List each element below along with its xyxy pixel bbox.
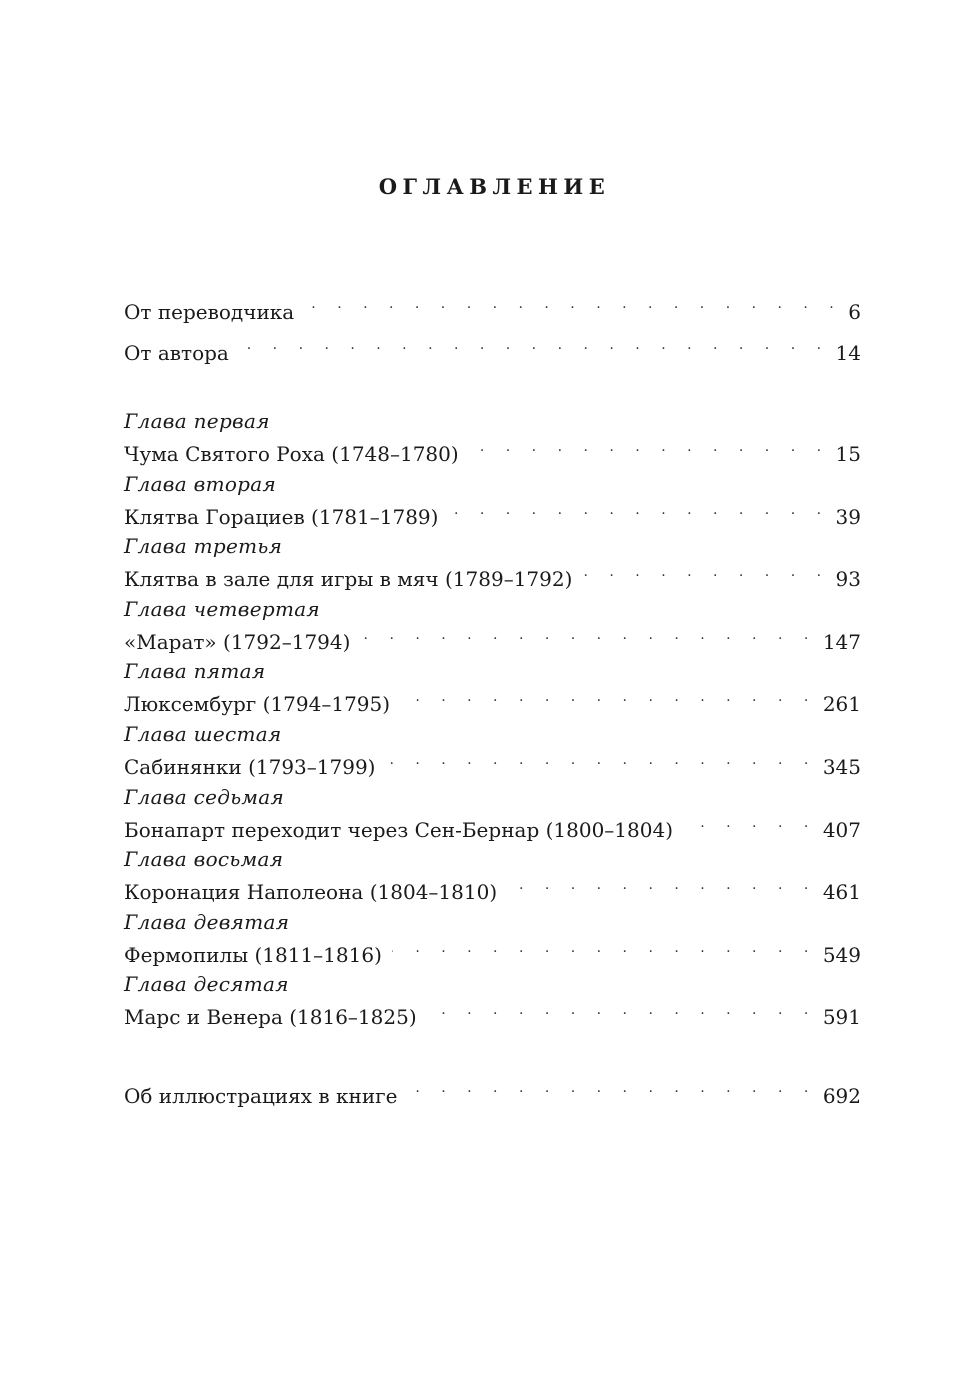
dot-leader xyxy=(448,496,829,524)
dot-leader xyxy=(360,621,816,649)
chapter-1[interactable] xyxy=(124,409,861,472)
entry-title: Коронация Наполеона (1804–1810) xyxy=(124,880,498,905)
chapter-entry xyxy=(124,809,861,842)
page-number: 407 xyxy=(822,817,861,842)
page-number: 692 xyxy=(822,1084,861,1108)
page-title: ОГЛАВЛЕНИЕ xyxy=(378,174,611,199)
chapter-label: Глава восьмая xyxy=(124,847,284,872)
toc-entry-illustrations[interactable] xyxy=(124,1073,861,1108)
chapter-7[interactable] xyxy=(124,785,861,848)
back-matter-list xyxy=(124,1073,861,1108)
entry-title: Об иллюстрациях в книге xyxy=(124,1084,398,1108)
toc-entry-author[interactable] xyxy=(124,330,861,365)
dot-leader xyxy=(392,934,817,962)
entry-title: От автора xyxy=(124,341,229,365)
chapter-6[interactable] xyxy=(124,722,861,785)
entry-title: Чума Святого Роха (1748–1780) xyxy=(124,442,459,466)
chapter-label: Глава третья xyxy=(124,534,283,559)
chapters-list xyxy=(124,409,861,1035)
page-number: 549 xyxy=(822,942,861,967)
chapter-9[interactable] xyxy=(124,910,861,973)
dot-leader xyxy=(507,871,817,899)
chapter-entry xyxy=(124,996,861,1030)
chapter-entry xyxy=(124,433,861,466)
page-number: 39 xyxy=(835,504,861,529)
chapter-entry xyxy=(124,934,861,967)
front-matter-list xyxy=(124,289,861,365)
chapter-label: Глава шестая xyxy=(124,721,282,746)
chapter-3[interactable] xyxy=(124,534,861,597)
chapter-4[interactable] xyxy=(124,597,861,660)
entry-title: Клятва в зале для игры в мяч (1789–1792) xyxy=(124,567,573,592)
dot-leader xyxy=(239,330,830,360)
chapter-2[interactable] xyxy=(124,472,861,535)
chapter-entry xyxy=(124,621,861,654)
chapter-label: Глава девятая xyxy=(124,909,290,934)
page-number: 14 xyxy=(835,341,861,365)
dot-leader xyxy=(469,433,830,461)
page-number: 345 xyxy=(822,754,861,779)
chapter-label: Глава первая xyxy=(124,409,270,433)
chapter-10[interactable] xyxy=(124,972,861,1035)
entry-title: От переводчика xyxy=(124,300,295,324)
chapter-label: Глава вторая xyxy=(124,471,277,496)
chapter-label: Глава пятая xyxy=(124,659,266,684)
page-number: 591 xyxy=(822,1005,861,1030)
dot-leader xyxy=(304,289,842,319)
chapter-5[interactable] xyxy=(124,659,861,722)
chapter-entry xyxy=(124,871,861,905)
page-number: 461 xyxy=(822,880,861,905)
chapter-label: Глава десятая xyxy=(124,972,289,997)
toc-entry-translator[interactable] xyxy=(124,289,861,324)
page-number: 261 xyxy=(822,692,861,717)
page-number: 147 xyxy=(822,629,861,654)
entry-title: Бонапарт переходит через Сен-Бернар (1800–1804) xyxy=(124,817,674,842)
page-number: 15 xyxy=(835,442,861,466)
chapter-entry xyxy=(124,558,861,592)
chapter-label: Глава седьмая xyxy=(124,784,285,809)
entry-title: Клятва Горациев (1781–1789) xyxy=(124,504,439,529)
dot-leader xyxy=(385,746,816,774)
chapter-entry xyxy=(124,746,861,779)
page-number: 93 xyxy=(835,567,861,592)
entry-title: Марс и Венера (1816–1825) xyxy=(124,1005,417,1030)
chapter-8[interactable] xyxy=(124,847,861,910)
entry-title: «Марат» (1792–1794) xyxy=(124,629,351,654)
chapter-entry xyxy=(124,683,861,717)
entry-title: Фермопилы (1811–1816) xyxy=(124,942,382,967)
dot-leader xyxy=(683,809,817,837)
dot-leader xyxy=(407,1073,816,1103)
entry-title: Сабинянки (1793–1799) xyxy=(124,754,376,779)
chapter-entry xyxy=(124,496,861,529)
chapter-label: Глава четвертая xyxy=(124,596,320,621)
dot-leader xyxy=(427,996,817,1024)
dot-leader xyxy=(400,683,817,711)
page-number: 6 xyxy=(848,300,861,324)
entry-title: Люксембург (1794–1795) xyxy=(124,692,391,717)
dot-leader xyxy=(582,558,829,586)
